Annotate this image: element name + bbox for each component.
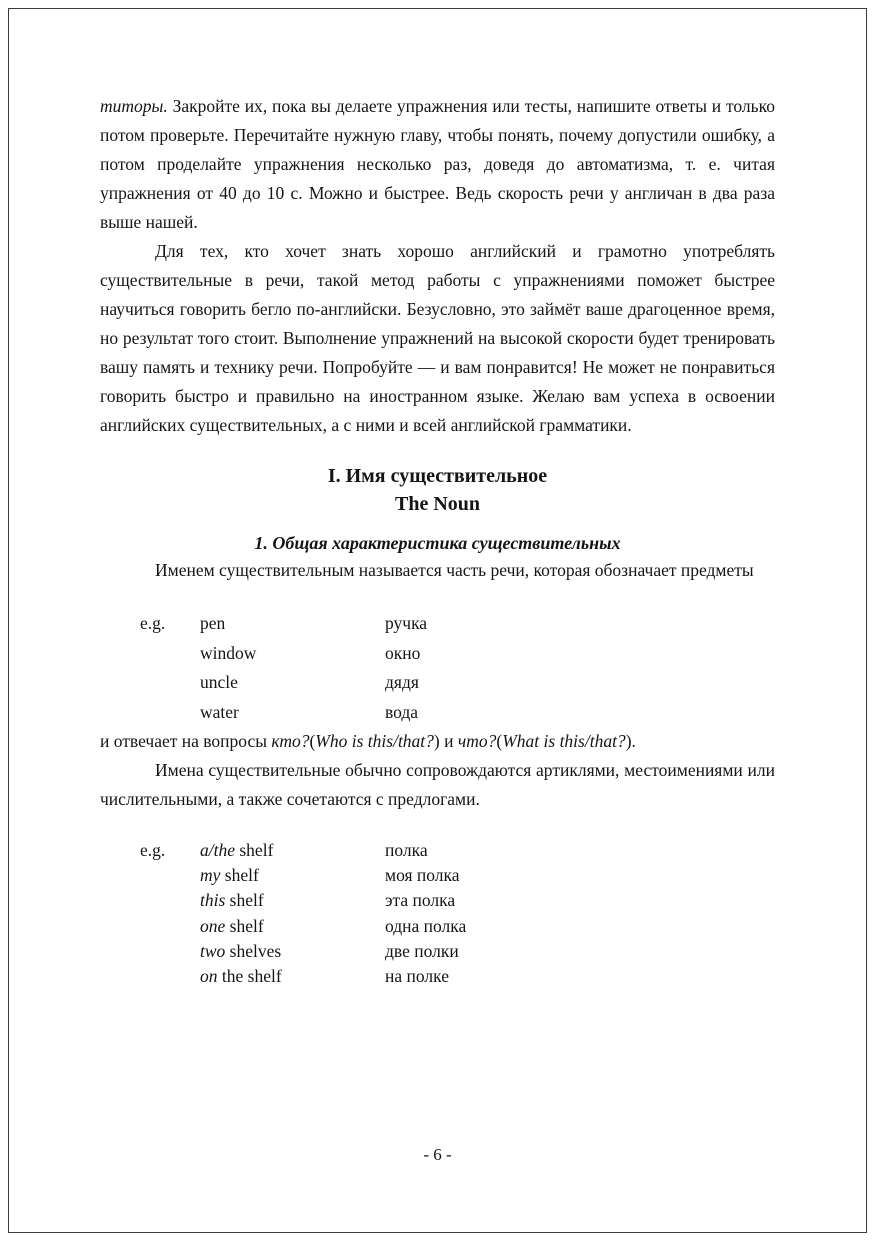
bracket: ) и: [433, 731, 458, 751]
example-russian: окно: [385, 642, 421, 663]
example-rows: [200, 609, 775, 727]
paragraph-questions: [100, 727, 775, 756]
example-english: [200, 939, 385, 964]
example-row: [200, 639, 775, 669]
example-english-italic: my: [200, 865, 221, 886]
example-row: [200, 863, 775, 888]
question-what-en: What is this/that?: [502, 731, 626, 751]
example-english: pen: [200, 613, 226, 633]
example-english: [200, 888, 385, 913]
paragraph-advice: Для тех, кто хочет знать хорошо английский и грамотно употреблять существительные в речи, такой метод работы с упражнениями поможет быстрее научиться говорить бегло по-английски. Безусловно, это займёт ваше драгоценное время, но результат того стоит. Выполнение упражнений на высокой скорости будет тренировать вашу память и технику речи. Попробуйте — и вам понравится! Не может не понравиться говорить быстро и правильно на иностранном языке. Желаю вам успеха в освоении английских существительных, а с ними и всей английской грамматики.: [100, 241, 775, 435]
example-russian: дядя: [385, 672, 419, 692]
example-english-rest: shelf: [235, 840, 274, 860]
bracket: ).: [625, 731, 636, 751]
chapter-title-ru: I. Имя существительное: [327, 465, 548, 487]
example-russian: полка: [385, 840, 428, 860]
example-english-rest: shelf: [225, 915, 264, 936]
eg-label: e.g.: [140, 840, 166, 860]
example-block-shelf: [140, 838, 775, 989]
example-english: window: [200, 642, 257, 663]
paragraph-continuation: [100, 92, 775, 237]
example-english-rest: shelves: [225, 940, 282, 961]
example-row: [200, 888, 775, 913]
example-english-rest: shelf: [220, 865, 259, 886]
example-row: [200, 939, 775, 964]
example-english: [200, 838, 385, 863]
example-russian: одна полка: [385, 915, 467, 936]
example-row: [200, 964, 775, 989]
example-row: [200, 914, 775, 939]
question-kto: кто?: [271, 731, 310, 751]
chapter-title-en: The Noun: [394, 493, 481, 515]
example-row: [200, 668, 775, 698]
example-english: [200, 863, 385, 888]
example-english: water: [200, 701, 239, 722]
example-russian: две полки: [385, 940, 459, 961]
example-english: [200, 964, 385, 989]
example-english-italic: two: [200, 940, 226, 961]
example-russian: эта полка: [385, 890, 456, 911]
paragraph-definition: Именем существительным называется часть речи, которая обозначает предметы: [155, 560, 754, 580]
example-english-rest: shelf: [225, 890, 264, 911]
example-english-italic: a/the: [200, 840, 235, 860]
example-russian: на полке: [385, 966, 449, 987]
bracket: (: [496, 731, 503, 751]
example-row: [200, 838, 775, 863]
example-english-italic: one: [200, 915, 226, 936]
paragraph-continuation-text: Закройте их, пока вы делаете упражнения или тесты, напишите ответы и только потом проверьте. Перечитайте нужную главу, чтобы понять, почему допустили ошибку, а потом проделайте упражнения несколько раз, доведя до автоматизма, т. е. читая упражнения от 40 до 10 с. Можно и быстрее. Ведь скорость речи у англичан в два раза выше нашей.: [100, 96, 775, 232]
italic-lead-word: титоры.: [100, 96, 168, 116]
example-english-italic: on: [200, 966, 218, 987]
questions-text: и отвечает на вопросы: [100, 731, 272, 751]
example-russian: вода: [385, 701, 419, 722]
bracket: (: [309, 731, 316, 751]
example-english: uncle: [200, 672, 238, 692]
example-row: [200, 698, 775, 728]
eg-label: e.g.: [140, 613, 166, 633]
example-block-nouns: [140, 609, 775, 727]
example-row: [200, 609, 775, 639]
example-english-rest: the shelf: [217, 966, 282, 987]
page-number: - 6 -: [423, 1145, 452, 1164]
section-title: 1. Общая характеристика существительных: [254, 533, 621, 553]
example-english: [200, 914, 385, 939]
example-russian: моя полка: [385, 865, 460, 886]
example-rows: [200, 838, 775, 989]
example-english-italic: this: [200, 890, 226, 911]
question-chto: что?: [457, 731, 497, 751]
question-who-en: Who is this/that?: [315, 731, 434, 751]
page-content: [100, 92, 775, 989]
example-russian: ручка: [385, 613, 428, 633]
paragraph-articles: Имена существительные обычно сопровождаются артиклями, местоимениями или числительными, а также сочетаются с предлогами.: [100, 760, 775, 809]
